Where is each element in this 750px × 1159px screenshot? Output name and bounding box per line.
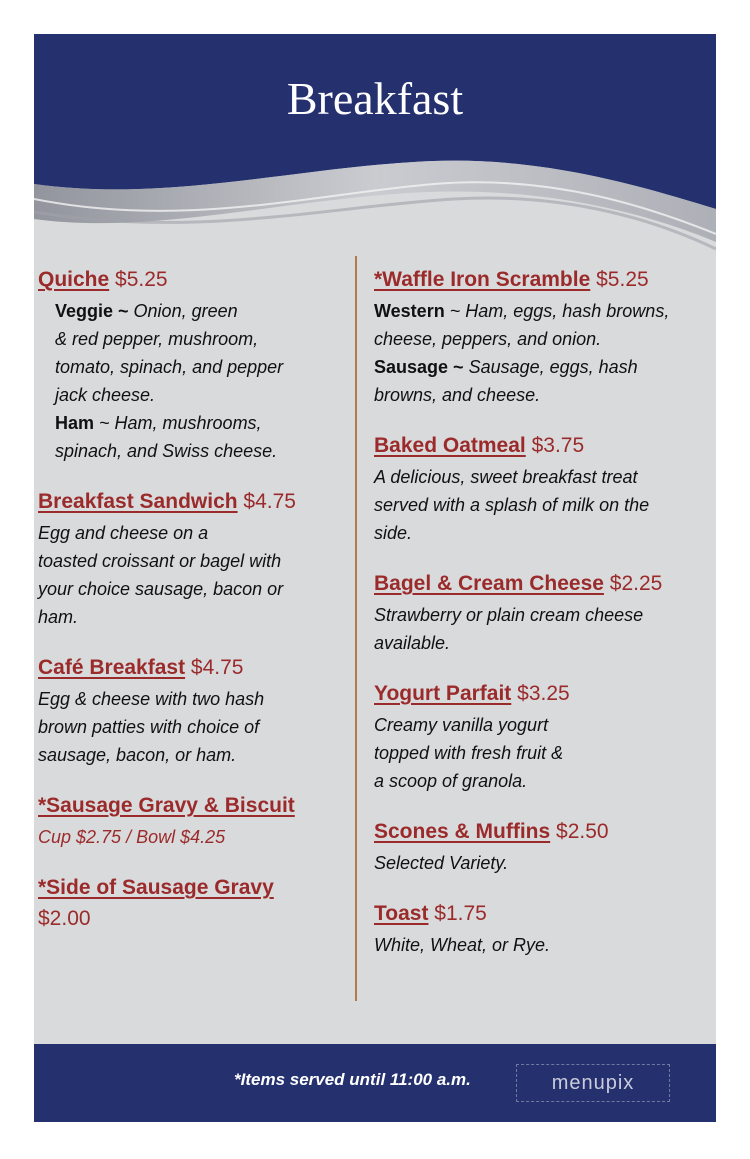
menu-item-name: *Waffle Iron Scramble bbox=[374, 268, 591, 291]
description-text: ~ Ham, eggs, hash browns, bbox=[444, 301, 670, 321]
menu-item-description-line bbox=[38, 603, 338, 631]
menu-item-description-line bbox=[38, 685, 338, 713]
description-text: ham. bbox=[38, 607, 79, 627]
menu-item-name: Café Breakfast bbox=[38, 656, 186, 679]
menu-item-heading bbox=[38, 792, 338, 819]
description-text: tomato, spinach, and pepper bbox=[55, 357, 284, 377]
description-text: brown patties with choice of bbox=[38, 717, 260, 737]
menu-item bbox=[374, 680, 712, 795]
menu-item-name: Toast bbox=[374, 902, 429, 925]
column-divider bbox=[355, 256, 357, 1001]
description-text: Egg and cheese on a bbox=[38, 523, 209, 543]
menu-item-heading bbox=[374, 900, 712, 927]
menu-footer bbox=[34, 1044, 716, 1122]
menu-item-name: Quiche bbox=[38, 268, 110, 291]
menu-item-description-line bbox=[38, 437, 338, 465]
description-text: a scoop of granola. bbox=[374, 771, 528, 791]
menu-item-description-line bbox=[374, 463, 712, 491]
menu-item-description-line bbox=[38, 325, 338, 353]
menu-item-description-line bbox=[374, 629, 712, 657]
menu-item-name: *Side of Sausage Gravy bbox=[38, 876, 274, 899]
menu-item bbox=[38, 654, 338, 769]
description-text: browns, and cheese. bbox=[374, 385, 541, 405]
description-text: Onion, green bbox=[128, 301, 238, 321]
menu-item-description-line bbox=[38, 297, 338, 325]
description-text: Egg & cheese with two hash bbox=[38, 689, 265, 709]
menu-item-description-line bbox=[374, 739, 712, 767]
menu-item-price: $4.75 bbox=[243, 490, 296, 513]
menu-item bbox=[374, 900, 712, 959]
menu-item-heading bbox=[38, 654, 338, 681]
description-text: cheese, peppers, and onion. bbox=[374, 329, 602, 349]
menu-item-description-line bbox=[374, 325, 712, 353]
menu-item bbox=[374, 432, 712, 547]
description-text: spinach, and Swiss cheese. bbox=[55, 441, 278, 461]
menu-item-description-line bbox=[374, 601, 712, 629]
menu-item-description-line bbox=[374, 711, 712, 739]
menu-item bbox=[38, 266, 338, 465]
menu-sheet bbox=[34, 34, 716, 1122]
menu-item-description-line bbox=[374, 491, 712, 519]
menu-item-price: $5.25 bbox=[596, 268, 649, 291]
menu-item-heading bbox=[374, 680, 712, 707]
description-text: topped with fresh fruit & bbox=[374, 743, 564, 763]
menu-item-description-line bbox=[374, 849, 712, 877]
description-text: toasted croissant or bagel with bbox=[38, 551, 282, 571]
menu-item-description-line bbox=[38, 381, 338, 409]
description-variant-label: Ham bbox=[55, 413, 95, 433]
menu-item-price: $2.25 bbox=[609, 572, 663, 595]
menu-item-heading bbox=[374, 818, 712, 845]
menu-item-price: $4.75 bbox=[190, 656, 244, 679]
menu-item-name: Baked Oatmeal bbox=[374, 434, 526, 457]
description-text: served with a splash of milk on the bbox=[374, 495, 650, 515]
menu-item-description-line bbox=[374, 519, 712, 547]
description-text: Sausage, eggs, hash bbox=[463, 357, 638, 377]
menu-item-heading bbox=[38, 266, 338, 293]
menu-item-heading bbox=[374, 570, 712, 597]
menu-item-description-line bbox=[38, 353, 338, 381]
menu-item-price: $2.50 bbox=[556, 820, 609, 843]
menu-item-description-line bbox=[38, 741, 338, 769]
menu-item-description-line bbox=[374, 353, 712, 381]
description-variant-label: Western bbox=[374, 301, 445, 321]
menu-item bbox=[38, 792, 338, 851]
description-text: side. bbox=[374, 523, 413, 543]
description-text: sausage, bacon, or ham. bbox=[38, 745, 237, 765]
description-text: Creamy vanilla yogurt bbox=[374, 715, 549, 735]
menu-item-description-line bbox=[38, 409, 338, 437]
menu-item-description-line bbox=[38, 519, 338, 547]
menu-item-size-prices: Cup $2.75 / Bowl $4.25 bbox=[38, 827, 226, 847]
description-variant-label: Veggie ~ bbox=[55, 301, 129, 321]
header-wave-graphic bbox=[34, 34, 716, 274]
right-menu-column bbox=[374, 266, 712, 982]
description-text: ~ Ham, mushrooms, bbox=[94, 413, 262, 433]
menu-item bbox=[374, 818, 712, 877]
menu-item-description-line bbox=[374, 931, 712, 959]
menu-item bbox=[38, 488, 338, 631]
footer-note: *Items served until 11:00 a.m. bbox=[234, 1070, 471, 1089]
menu-item bbox=[374, 266, 712, 409]
menu-item-name: Yogurt Parfait bbox=[374, 682, 512, 705]
menu-item-description-line bbox=[38, 575, 338, 603]
menu-item-heading bbox=[374, 432, 712, 459]
description-text: Strawberry or plain cream cheese bbox=[374, 605, 644, 625]
menu-item-price: $1.75 bbox=[434, 902, 487, 925]
menu-item-price: $2.00 bbox=[38, 907, 91, 930]
menu-header bbox=[34, 34, 716, 274]
left-menu-column bbox=[38, 266, 338, 955]
menu-item-price: $5.25 bbox=[115, 268, 168, 291]
menu-title: Breakfast bbox=[286, 73, 464, 124]
menu-item-description-line bbox=[374, 381, 712, 409]
menu-item-price: $3.75 bbox=[531, 434, 585, 457]
menu-item-name: Breakfast Sandwich bbox=[38, 490, 238, 513]
description-text: & red pepper, mushroom, bbox=[55, 329, 259, 349]
description-variant-label: Sausage ~ bbox=[374, 357, 464, 377]
menu-item-name: *Sausage Gravy & Biscuit bbox=[38, 794, 295, 817]
menu-item-heading bbox=[374, 266, 712, 293]
menu-item-name: Scones & Muffins bbox=[374, 820, 551, 843]
description-text: available. bbox=[374, 633, 451, 653]
menu-item-description-line bbox=[374, 297, 712, 325]
description-text: Selected Variety. bbox=[374, 853, 509, 873]
menu-item-description-line bbox=[374, 767, 712, 795]
description-text: White, Wheat, or Rye. bbox=[374, 935, 551, 955]
menu-item-description-line bbox=[38, 713, 338, 741]
menu-item-name: Bagel & Cream Cheese bbox=[374, 572, 604, 595]
menu-item bbox=[374, 570, 712, 657]
menu-item bbox=[38, 874, 338, 932]
menu-item-description-line bbox=[38, 547, 338, 575]
description-text: A delicious, sweet breakfast treat bbox=[374, 467, 638, 487]
watermark-logo: menupix bbox=[516, 1064, 670, 1102]
menu-item-heading bbox=[38, 874, 338, 901]
menu-item-heading bbox=[38, 488, 338, 515]
description-text: your choice sausage, bacon or bbox=[38, 579, 284, 599]
description-text: jack cheese. bbox=[55, 385, 156, 405]
menu-item-price: $3.25 bbox=[517, 682, 570, 705]
